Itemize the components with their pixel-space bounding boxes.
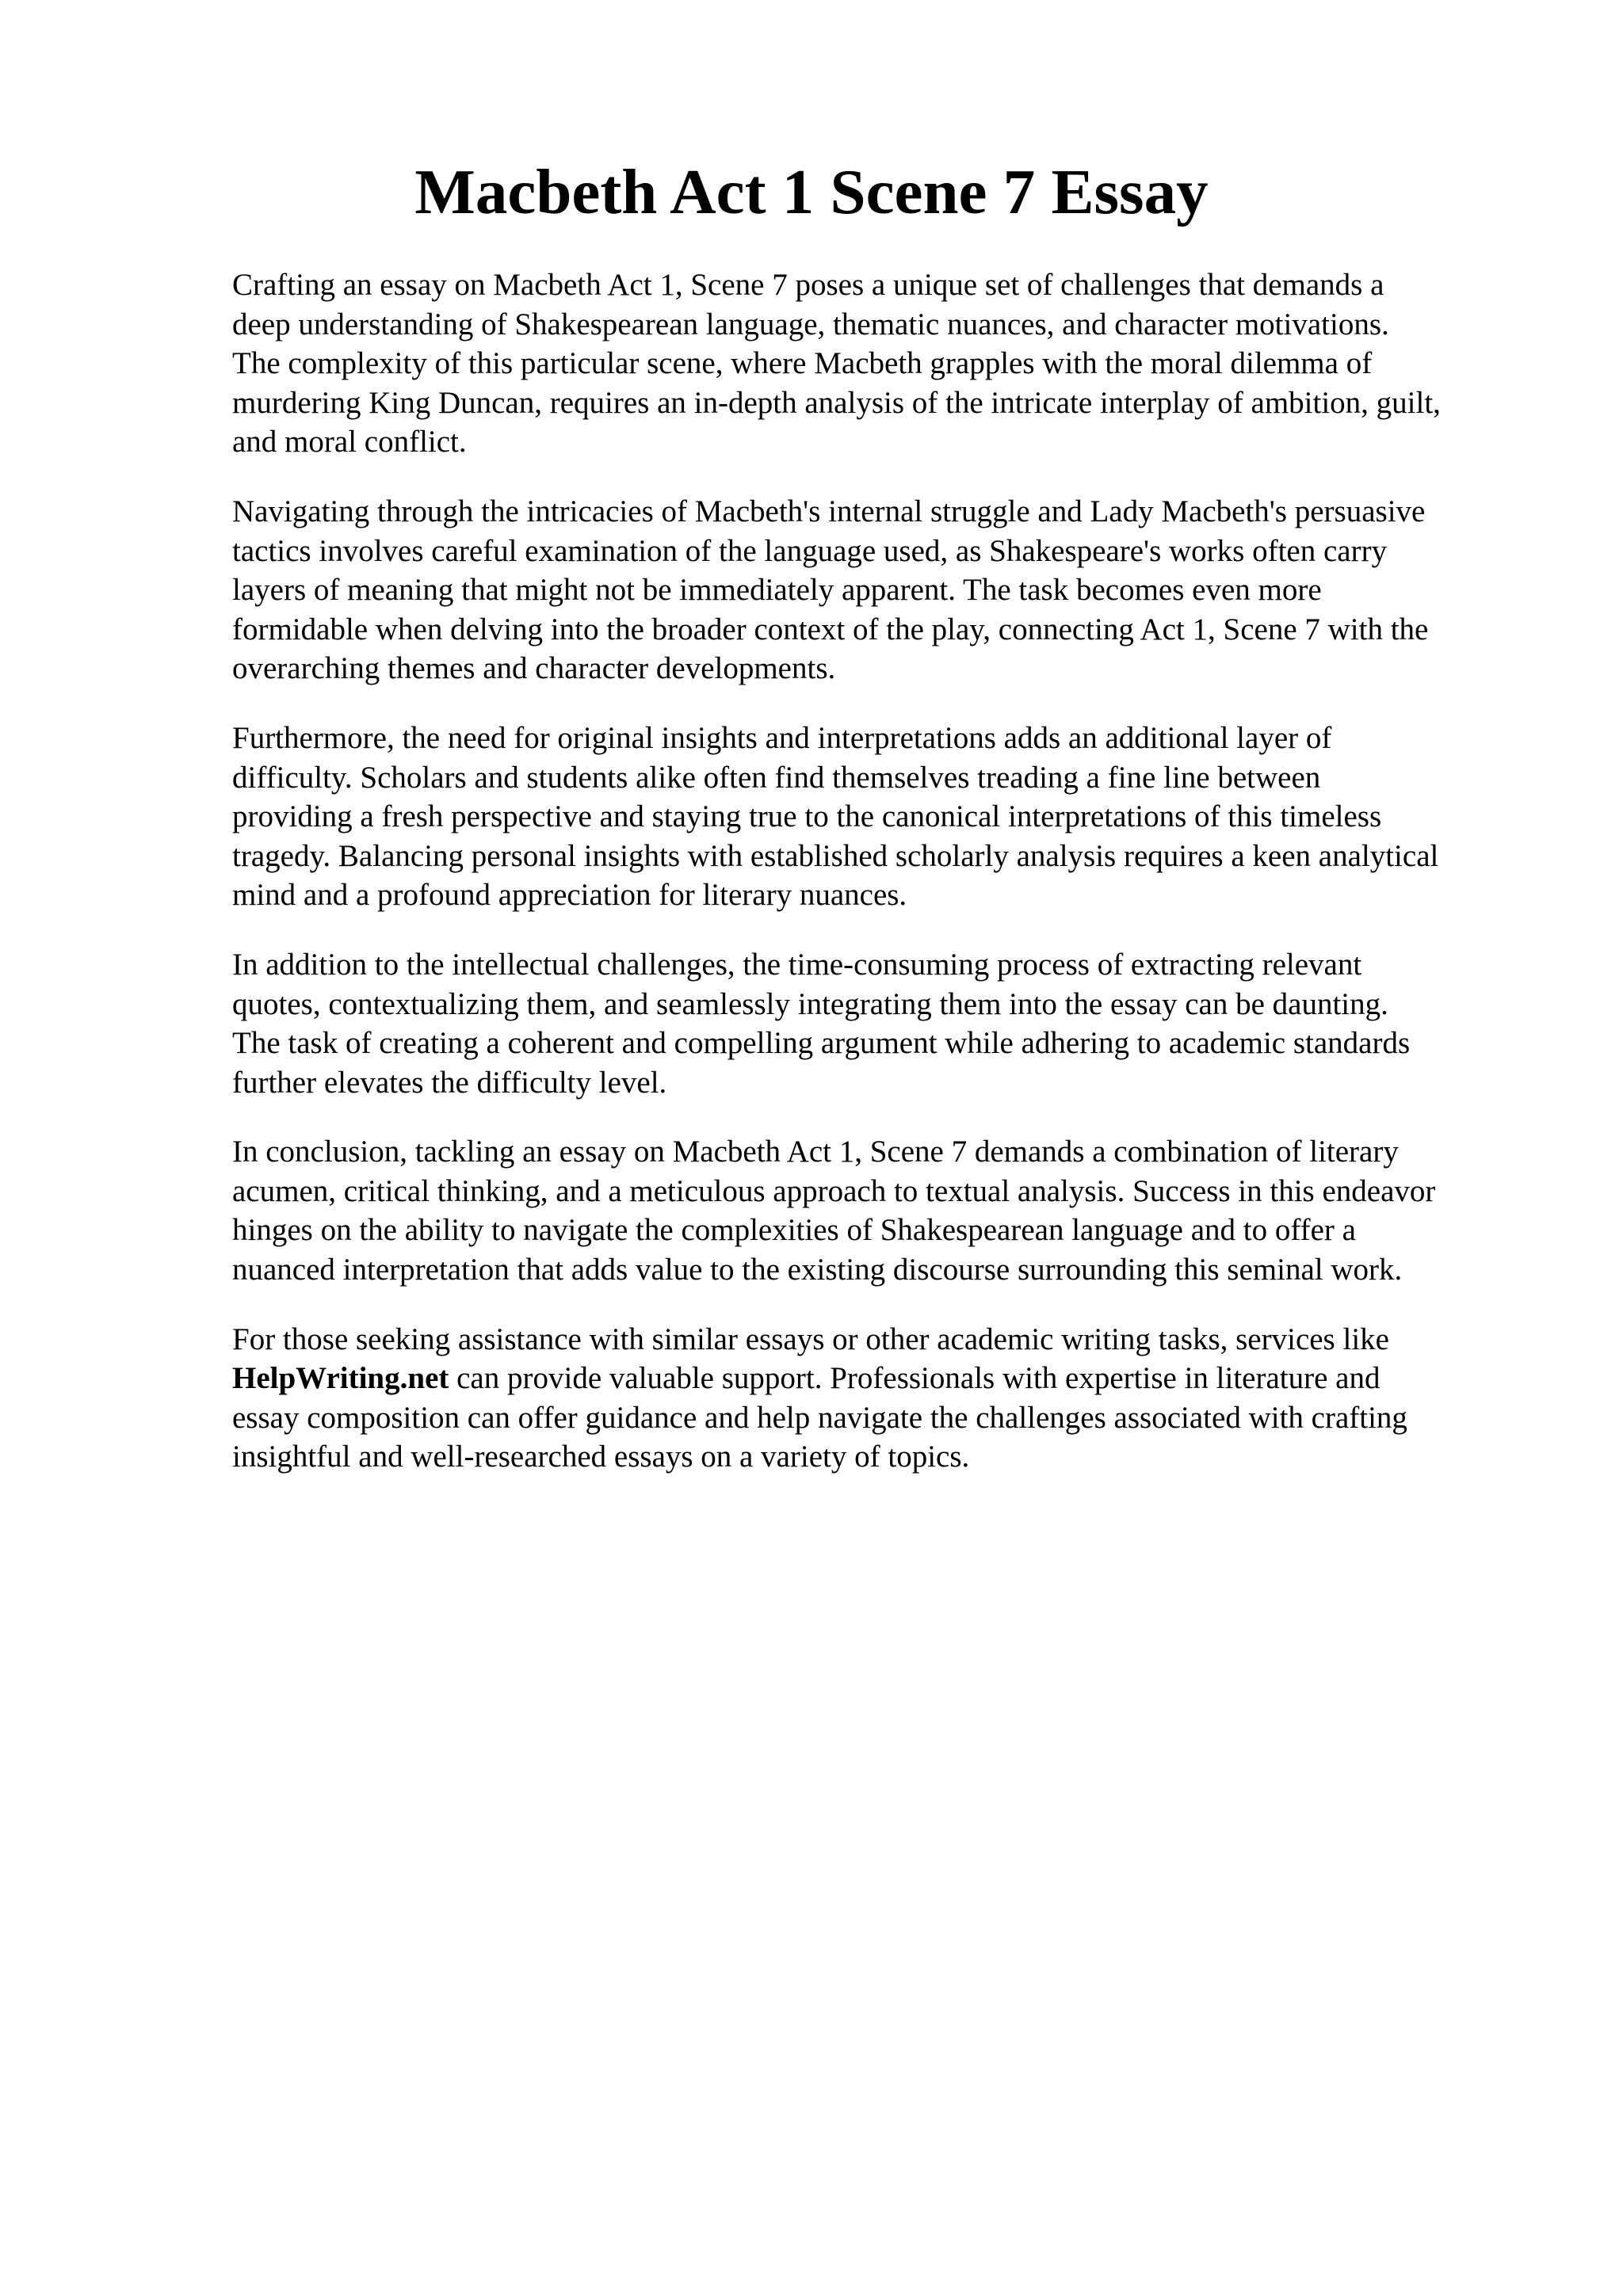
paragraph-1 bbox=[232, 265, 1532, 462]
paragraph-line: tragedy. Balancing personal insights with established scholarly analysis requires a keen analytical bbox=[232, 838, 1439, 873]
paragraph-line: acumen, critical thinking, and a meticulous approach to textual analysis. Success in this endeavor bbox=[232, 1173, 1436, 1208]
paragraph-line: hinges on the ability to navigate the complexities of Shakespearean language and to offer a bbox=[232, 1213, 1356, 1248]
paragraph-line: Furthermore, the need for original insights and interpretations adds an additional layer of bbox=[232, 720, 1332, 755]
paragraph-line: formidable when delving into the broader context of the play, connecting Act 1, Scene 7 with the bbox=[232, 612, 1429, 646]
paragraph-line: further elevates the difficulty level. bbox=[232, 1065, 667, 1100]
paragraph-line: tactics involves careful examination of the language used, as Shakespeare's works often carry bbox=[232, 533, 1388, 568]
paragraph-line: Navigating through the intricacies of Macbeth's internal struggle and Lady Macbeth's persuasive bbox=[232, 494, 1426, 528]
helpwriting-link[interactable]: HelpWriting.net bbox=[232, 1361, 449, 1396]
paragraph-line: deep understanding of Shakespearean language, thematic nuances, and character motivations. bbox=[232, 307, 1389, 341]
paragraph-line: The task of creating a coherent and compelling argument while adhering to academic standards bbox=[232, 1026, 1411, 1061]
paragraph-line: layers of meaning that might not be immediately apparent. The task becomes even more bbox=[232, 573, 1322, 608]
paragraph-line: For those seeking assistance with similar essays or other academic writing tasks, services like bbox=[232, 1322, 1389, 1356]
paragraph-3 bbox=[232, 719, 1532, 915]
document-body bbox=[232, 265, 1532, 1507]
paragraph-2 bbox=[232, 492, 1532, 688]
paragraph-line: In addition to the intellectual challenges, the time-consuming process of extracting relevant bbox=[232, 947, 1362, 982]
paragraph-line: and moral conflict. bbox=[232, 425, 467, 460]
paragraph-4 bbox=[232, 945, 1532, 1102]
paragraph-line: quotes, contextualizing them, and seamlessly integrating them into the essay can be daunting. bbox=[232, 986, 1388, 1021]
closing-paragraph bbox=[232, 1320, 1532, 1477]
paragraph-line: mind and a profound appreciation for literary nuances. bbox=[232, 878, 907, 913]
paragraph-line: insightful and well-researched essays on a variety of topics. bbox=[232, 1440, 970, 1474]
document-title: Macbeth Act 1 Scene 7 Essay bbox=[414, 156, 1209, 227]
paragraph-line: essay composition can offer guidance and help navigate the challenges associated with crafting bbox=[232, 1400, 1407, 1435]
paragraph-line bbox=[232, 1359, 1532, 1398]
paragraph-line: murdering King Duncan, requires an in-depth analysis of the intricate interplay of ambition, guilt, bbox=[232, 385, 1441, 420]
paragraph-line: In conclusion, tackling an essay on Macbeth Act 1, Scene 7 demands a combination of literary bbox=[232, 1135, 1399, 1169]
paragraph-5 bbox=[232, 1132, 1532, 1289]
paragraph-line: difficulty. Scholars and students alike often find themselves treading a fine line between bbox=[232, 760, 1321, 795]
paragraph-line: Crafting an essay on Macbeth Act 1, Scene 7 poses a unique set of challenges that demands a bbox=[232, 268, 1384, 302]
paragraph-line: providing a fresh perspective and staying true to the canonical interpretations of this timeless bbox=[232, 799, 1382, 834]
paragraph-line: overarching themes and character developments. bbox=[232, 651, 836, 686]
closing-line-rest: can provide valuable support. Professionals with expertise in literature and bbox=[449, 1361, 1381, 1396]
paragraph-line: The complexity of this particular scene, where Macbeth grapples with the moral dilemma of bbox=[232, 346, 1373, 381]
paragraph-line: nuanced interpretation that adds value to the existing discourse surrounding this seminal work. bbox=[232, 1253, 1403, 1287]
